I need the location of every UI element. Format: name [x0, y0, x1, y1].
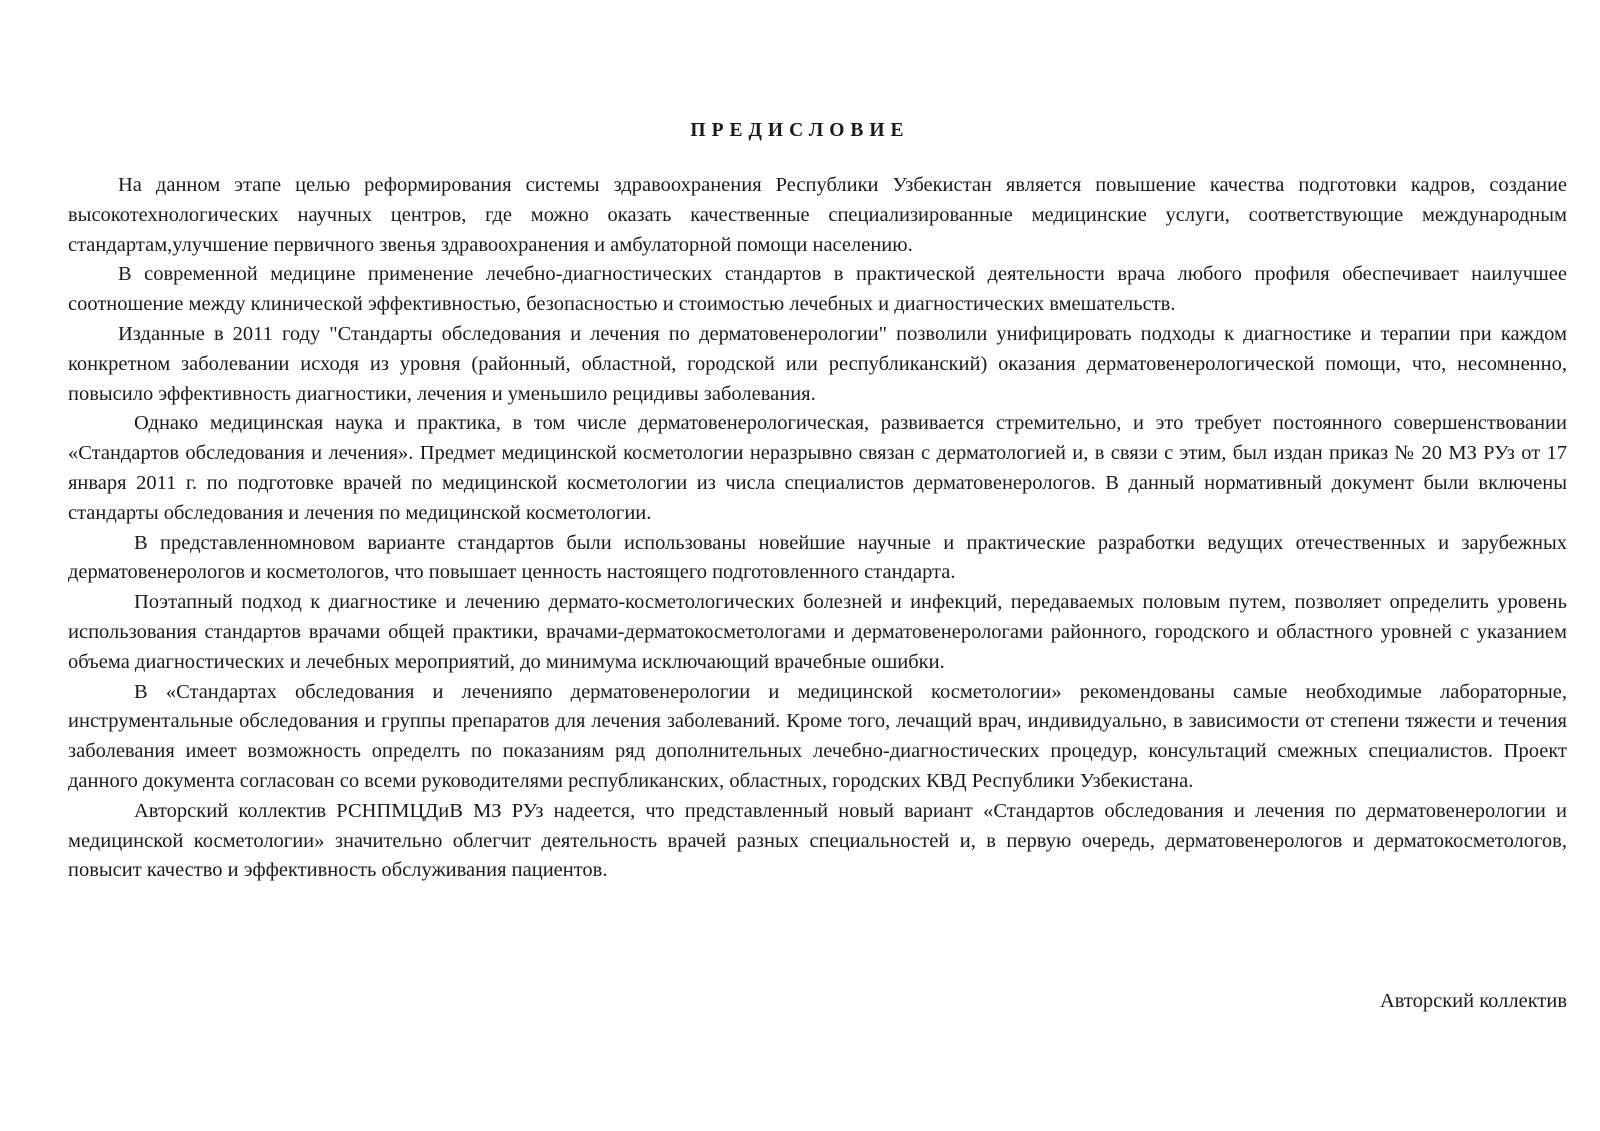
- paragraph-2: В современной медицине применение лечебно-диагностических стандартов в практической деятельности врача любого профиля обеспечивает наилучшее соотношение между клинической эффективностью, безопасностью и стоимостью лечебных и диагностических вмешательств.: [68, 263, 1567, 316]
- paragraph-6: Поэтапный подход к диагностике и лечению дермато-косметологических болезней и инфекций, передаваемых половым путем, позволяет определить уровень использования стандартов врачами общей практики, врачами-дерматокосметологами и дерматовенерологами районного, городского и областного уровней с указанием объема диагностических и лечебных мероприятий, до минимума исключающий врачебные ошибки.: [68, 591, 1567, 673]
- paragraph-4: Однако медицинская наука и практика, в том числе дерматовенерологическая, развивается стремительно, и это требует постоянного совершенствовании «Стандартов обследования и лечения». Предмет медицинской косметологии неразрывно связан с дерматологией и, в связи с этим, был издан приказ № 20 МЗ РУз от 17 января 2011 г. по подготовке врачей по медицинской косметологии из числа специалистов дерматовенерологов. В данный нормативный документ были включены стандарты обследования и лечения по медицинской косметологии.: [68, 412, 1567, 524]
- paragraph-3: Изданные в 2011 году "Стандарты обследования и лечения по дерматовенерологии" позволили унифицировать подходы к диагностике и терапии при каждом конкретном заболевании исходя из уровня (районный, областной, городской или республиканский) оказания дерматовенерологической помощи, что, несомненно, повысило эффективность диагностики, лечения и уменьшило рецидивы заболевания.: [68, 322, 1567, 405]
- preface-body: [68, 171, 1567, 886]
- page-title: ПРЕДИСЛОВИЕ: [690, 120, 910, 141]
- paragraph-8: Авторский коллектив РСНПМЦДиВ МЗ РУз надеется, что представленный новый вариант «Стандартов обследования и лечения по дерматовенерологии и медицинской косметологии» значительно облегчит деятельность врачей разных специальностей и, в первую очередь, дерматовенерологов и дерматокосметологов, повысит качество и эффективность обслуживания пациентов.: [68, 799, 1567, 882]
- paragraph-1: На данном этапе целью реформирования системы здравоохранения Республики Узбекистан является повышение качества подготовки кадров, создание высокотехнологических научных центров, где можно оказать качественные специализированные медицинские услуги, соответствующие международным стандартам,улучшение первичного звенья здравоохранения и амбулаторной помощи населению.: [68, 174, 1567, 256]
- signature: Авторский коллектив: [1379, 990, 1567, 1012]
- paragraph-7: В «Стандартах обследования и леченияпо дерматовенерологии и медицинской косметологии» рекомендованы самые необходимые лабораторные, инструментальные обследования и группы препаратов для лечения заболеваний. Кроме того, лечащий врач, индивидуально, в зависимости от степени тяжести и течения заболевания имеет возможность определть по показаниям ряд дополнительных лечебно-диагностических процедур, консультаций смежных специалистов. Проект данного документа согласован со всеми руководителями республиканских, областных, городских КВД Республики Узбекистана.: [68, 680, 1567, 792]
- paragraph-5: В представленномновом варианте стандартов были использованы новейшие научные и практические разработки ведущих отечественных и зарубежных дерматовенерологов и косметологов, что повышает ценность настоящего подготовленного стандарта.: [68, 531, 1567, 584]
